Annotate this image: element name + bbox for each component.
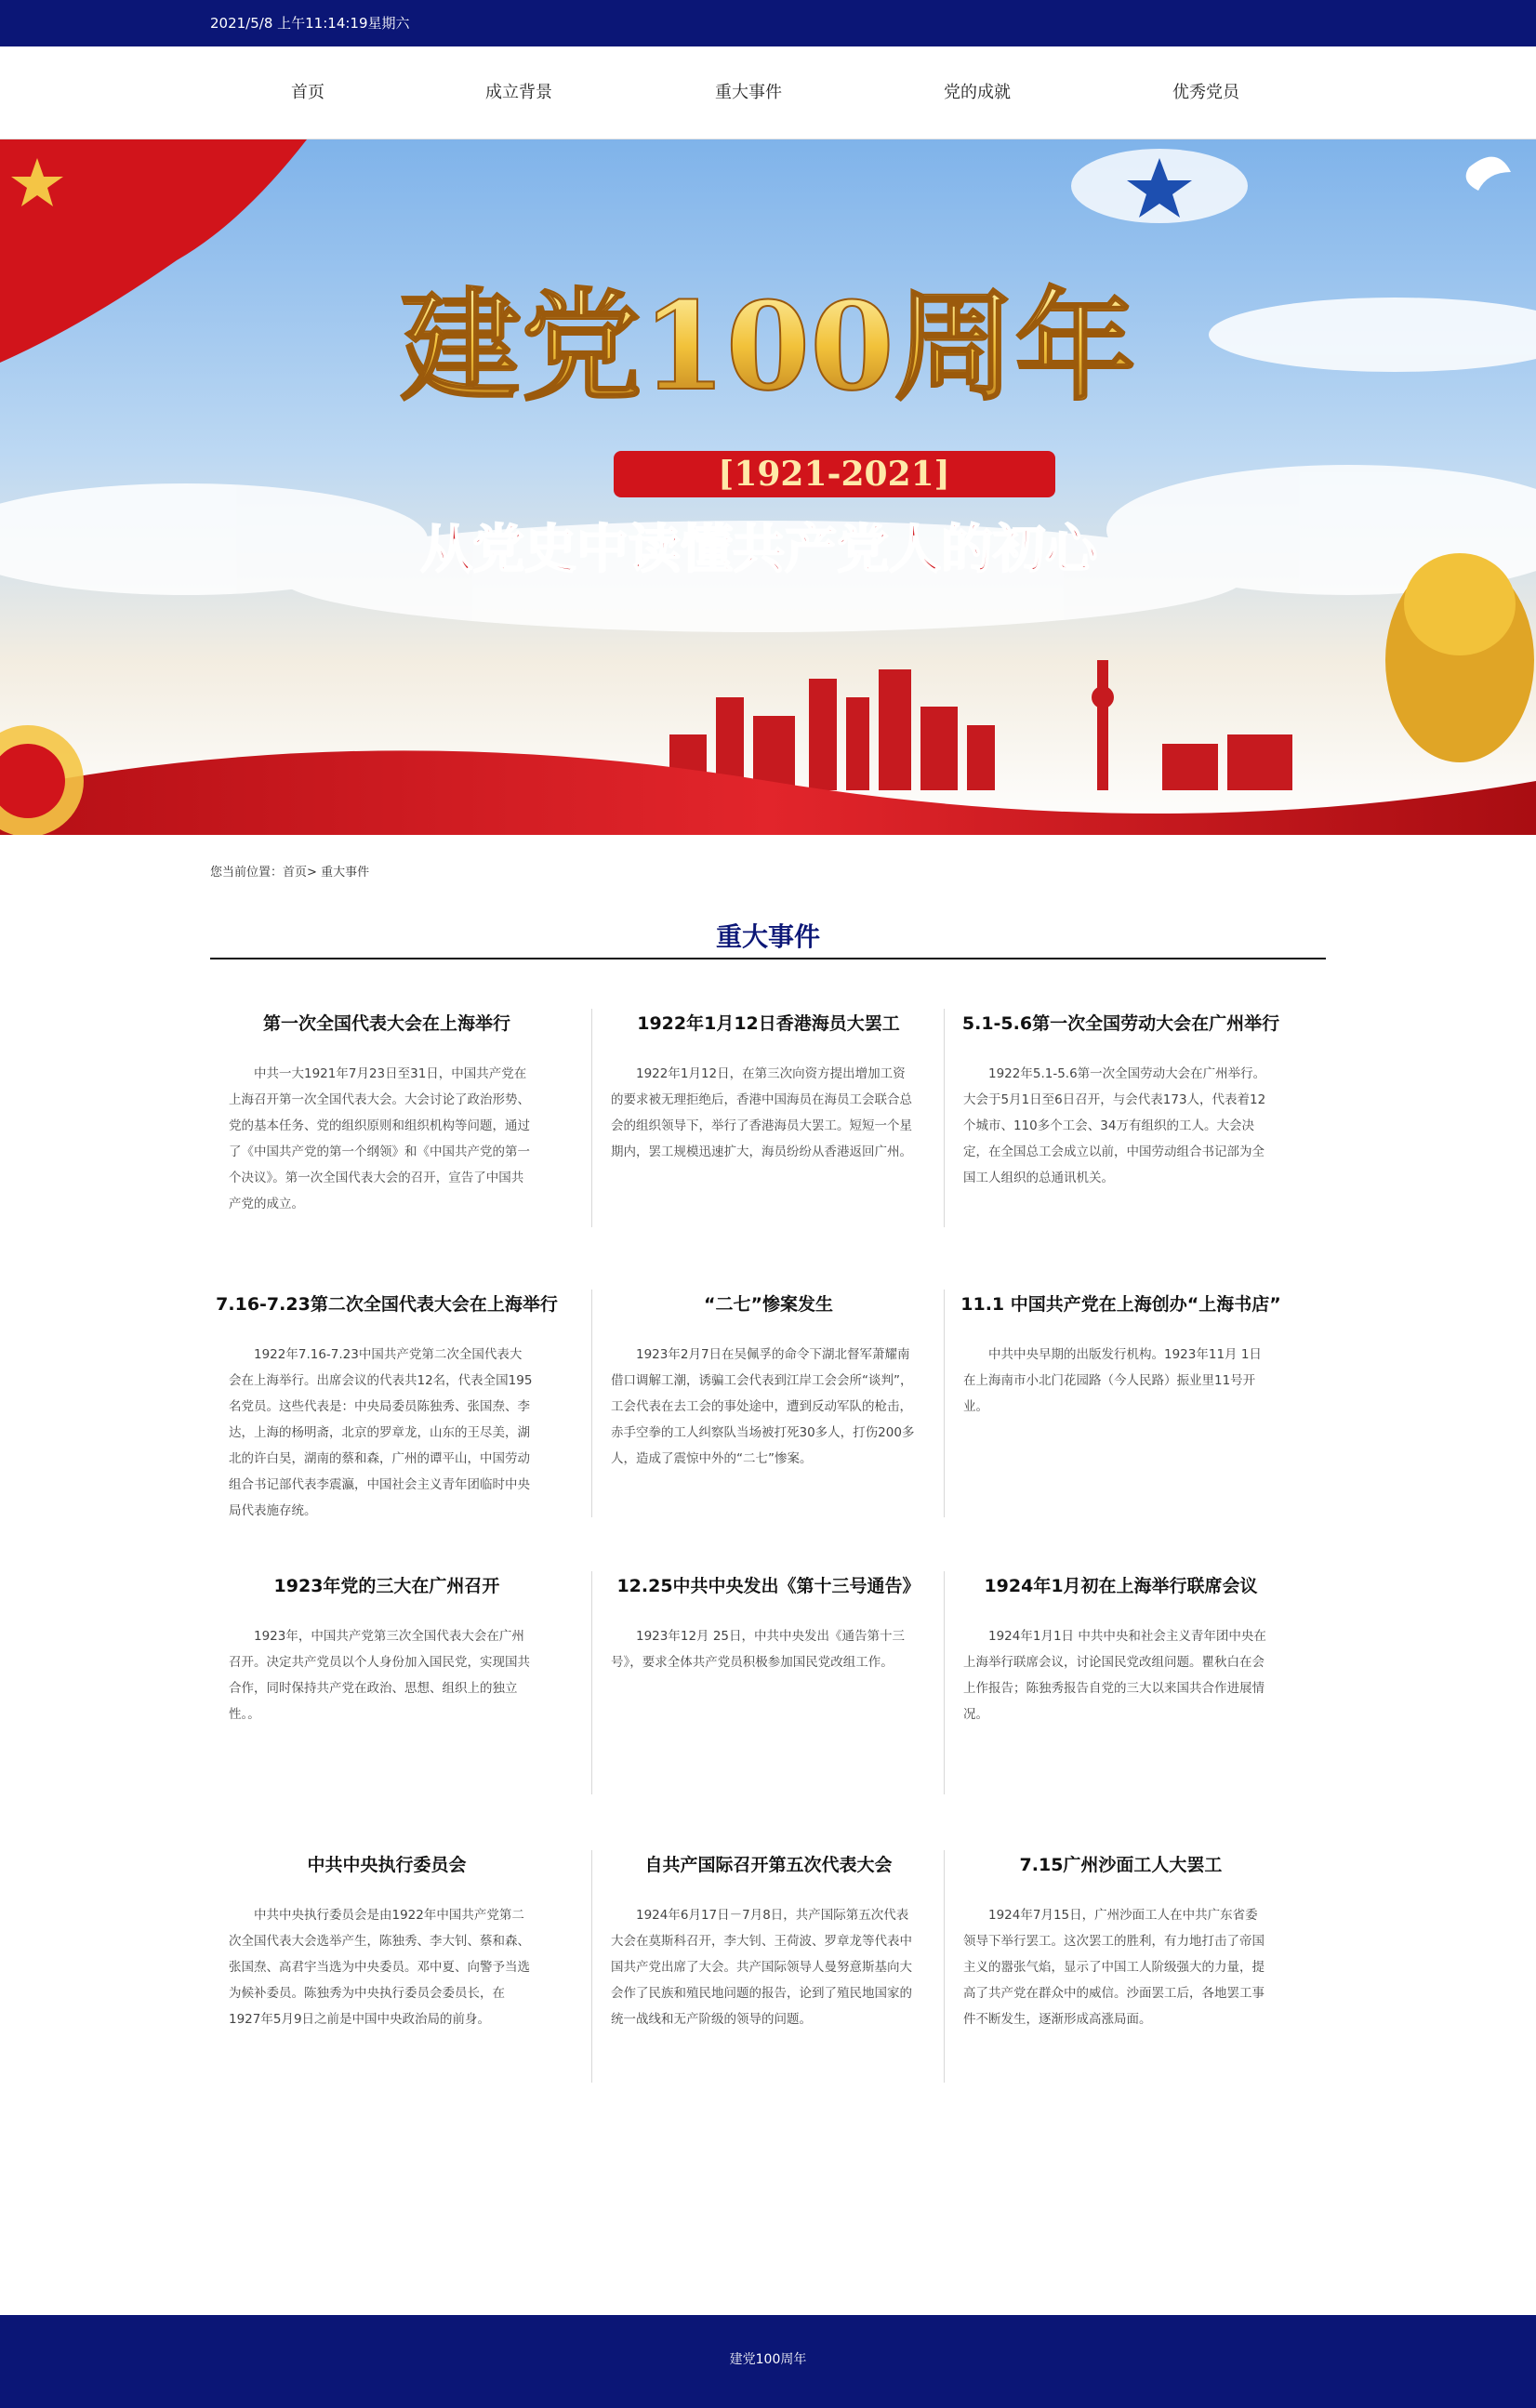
footer: [0, 2315, 1536, 2408]
breadcrumb-current: 重大事件: [321, 866, 370, 880]
event-body: 中共中央执行委员会是由1922年中国共产党第二次全国代表大会选举产生，陈独秀、李大钊、蔡和森、张国焘、高君宇当选为中央委员。邓中夏、向警予当选为候补委员。陈独秀为中央执行委员会委员长，在1927年5月9日之前是中国中央政治局的前身。: [229, 1908, 530, 2027]
event-body: 中共中央早期的出版发行机构。1923年11月 1日在上海南市小北门花园路（今人民路）振业里11号开业。: [963, 1347, 1262, 1414]
event-card: [210, 1571, 563, 1727]
event-body: 1922年5.1-5.6第一次全国劳动大会在广州举行。大会于5月1日至6日召开，与会代表173人，代表着12个城市、110多个工会、34万有组织的工人。大会决定，在全国总工会成立以前，中国劳动组合书记部为全国工人组织的总通讯机关。: [963, 1066, 1266, 1185]
event-body: 1924年6月17日－7月8日，共产国际第五次代表大会在莫斯科召开，李大钊、王荷波、罗章龙等代表中国共产党出席了大会。共产国际领导人曼努意斯基向大会作了民族和殖民地问题的报告，论到了殖民地国家的统一战线和无产阶级的领导的问题。: [611, 1908, 912, 2027]
event-card: [591, 1290, 945, 1517]
event-title[interactable]: 5.1-5.6第一次全国劳动大会在广州举行: [961, 1013, 1280, 1034]
main-nav: [0, 46, 1536, 139]
event-card: [591, 1571, 945, 1794]
banner-headline: 建党100周年: [400, 275, 1136, 417]
event-body: 1924年1月1日 中共中央和社会主义青年团中央在上海举行联席会议，讨论国民党改组问题。瞿秋白在会上作报告；陈独秀报告自党的三大以来国共合作进展情况。: [963, 1629, 1266, 1722]
section-divider: [210, 958, 1326, 959]
event-body: 1922年1月12日，在第三次向资方提出增加工资的要求被无理拒绝后，香港中国海员在海员工会联合总会的组织领导下，举行了香港海员大罢工。短短一个星期内，罢工规模迅速扩大，海员纷纷从香港返回广州。: [611, 1066, 912, 1159]
event-title[interactable]: 7.15广州沙面工人大罢工: [1019, 1855, 1223, 1875]
event-title[interactable]: “二七”惨案发生: [704, 1294, 833, 1315]
event-title[interactable]: 1924年1月初在上海举行联席会议: [984, 1576, 1258, 1596]
event-body: 1922年7.16-7.23中国共产党第二次全国代表大会在上海举行。出席会议的代表共12名，代表全国195名党员。这些代表是：中央局委员陈独秀、张国焘、李达，上海的杨明斋，北京的罗章龙，山东的王尽美，湖北的许白昊，湖南的蔡和森，广州的谭平山，中国劳动组合书记部代表李震瀛，中国社会主义青年团临时中央局代表施存统。: [229, 1347, 533, 1518]
event-card: [944, 1009, 1297, 1227]
top-bar: [0, 0, 1536, 46]
event-card: [210, 1850, 563, 2032]
breadcrumb-prefix: 您当前位置：: [210, 866, 284, 880]
event-title[interactable]: 1923年党的三大在广州召开: [273, 1576, 500, 1596]
banner-slogan: 从党史中读懂共产党人的初心: [420, 520, 1097, 580]
nav-item-major-events[interactable]: 重大事件: [715, 83, 782, 102]
hero-banner: [0, 139, 1536, 835]
event-title[interactable]: 11.1 中国共产党在上海创办“上海书店”: [960, 1294, 1281, 1315]
nav-item-background[interactable]: 成立背景: [485, 83, 552, 102]
breadcrumb-home[interactable]: 首页: [283, 866, 308, 880]
event-title[interactable]: 12.25中共中央发出《第十三号通告》: [616, 1576, 920, 1596]
event-card: [944, 1850, 1297, 2083]
event-card: [944, 1571, 1297, 1794]
breadcrumb: [210, 865, 369, 881]
event-body: 1924年7月15日，广州沙面工人在中共广东省委领导下举行罢工。这次罢工的胜利，有力地打击了帝国主义的嚣张气焰，显示了中国工人阶级强大的力量，提高了共产党在群众中的威信。沙面罢工后，各地罢工事件不断发生，逐渐形成高涨局面。: [963, 1908, 1265, 2027]
star-badge-icon: [1071, 149, 1248, 223]
nav-item-home[interactable]: 首页: [291, 83, 324, 102]
event-body: 1923年，中国共产党第三次全国代表大会在广州召开。决定共产党员以个人身份加入国民党，实现国共合作，同时保持共产党在政治、思想、组织上的独立性。。: [229, 1629, 530, 1722]
event-title[interactable]: 自共产国际召开第五次代表大会: [644, 1855, 893, 1875]
event-card: [210, 1009, 563, 1217]
banner-artwork: [0, 139, 1536, 835]
breadcrumb-separator: >: [307, 866, 317, 880]
event-card: [944, 1290, 1297, 1517]
event-body: 中共一大1921年7月23日至31日，中国共产党在上海召开第一次全国代表大会。大会讨论了政治形势、党的基本任务、党的组织原则和组织机构等问题，通过了《中国共产党的第一个纲领》和《中国共产党的第一个决议》。第一次全国代表大会的召开，宣告了中国共产党的成立。: [229, 1066, 530, 1211]
banner-years: [1921-2021]: [718, 455, 950, 494]
event-card: [591, 1850, 945, 2083]
event-title[interactable]: 1922年1月12日香港海员大罢工: [637, 1013, 900, 1034]
event-title[interactable]: 7.16-7.23第二次全国代表大会在上海举行: [216, 1294, 558, 1315]
nav-item-achievements[interactable]: 党的成就: [944, 83, 1011, 102]
nav-item-outstanding-members[interactable]: 优秀党员: [1172, 83, 1239, 102]
event-title[interactable]: 第一次全国代表大会在上海举行: [262, 1013, 510, 1034]
event-card: [210, 1290, 563, 1524]
footer-text: 建党100周年: [729, 2352, 807, 2367]
event-title[interactable]: 中共中央执行委员会: [307, 1855, 467, 1875]
section-title: 重大事件: [715, 921, 820, 952]
event-card: [591, 1009, 945, 1227]
current-datetime: 2021/5/8 上午11:14:19星期六: [210, 15, 410, 32]
event-body: 1923年12月 25日，中共中央发出《通告第十三号》，要求全体共产党员积极参加国民党改组工作。: [611, 1629, 906, 1670]
event-body: 1923年2月7日在吴佩孚的命令下湖北督军萧耀南借口调解工潮，诱骗工会代表到江岸工会会所“谈判”，工会代表在去工会的事处途中，遭到反动军队的枪击，赤手空拳的工人纠察队当场被打死30多人，打伤200多人，造成了震惊中外的“二七”惨案。: [611, 1347, 915, 1466]
